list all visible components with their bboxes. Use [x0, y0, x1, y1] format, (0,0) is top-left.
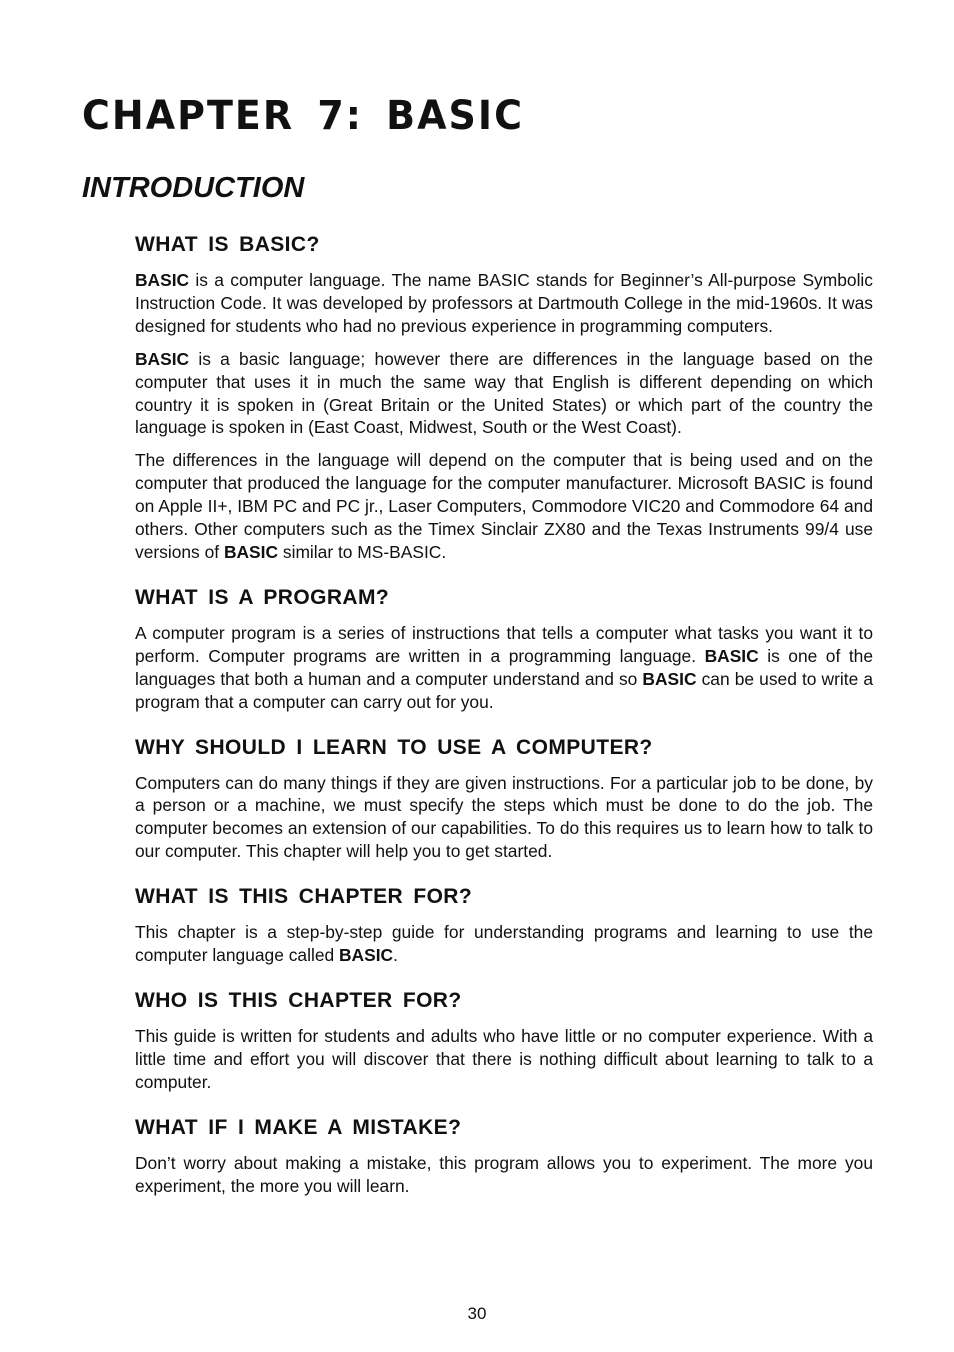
page-number: 30	[467, 1304, 487, 1323]
text-run: similar to MS-BASIC.	[278, 541, 447, 562]
section-heading: WHAT IF I MAKE A MISTAKE?	[135, 1115, 462, 1139]
section	[135, 988, 873, 1094]
body-paragraph	[135, 449, 873, 564]
text-run: .	[393, 945, 398, 966]
section	[135, 1115, 873, 1198]
text-run: This guide is written for students and adults who have little or no computer experience. With a little time and effort you will discover that there is nothing difficult about learning to talk to a computer.	[135, 1025, 873, 1092]
section-heading: WHAT IS BASIC?	[135, 233, 320, 256]
text-run: This chapter is a step-by-step guide for understanding programs and learning to use the computer language called	[135, 922, 873, 966]
text-run: is a computer language. The name BASIC stands for Beginner’s All-purpose Symbolic Instruction Code. It was developed by professors at Dartmouth College in the mid-1960s. It was designed for students who had no previous experience in programming computers.	[135, 270, 873, 336]
bold-term: BASIC	[223, 541, 279, 562]
body-paragraph	[135, 921, 873, 967]
section-heading: WHAT IS THIS CHAPTER FOR?	[135, 885, 473, 909]
section-heading: WHAT IS A PROGRAM?	[135, 585, 390, 609]
bold-term: BASIC	[339, 945, 394, 966]
section	[135, 232, 873, 564]
body-paragraph	[135, 1152, 873, 1198]
body-paragraph	[135, 348, 873, 440]
bold-term: BASIC	[135, 348, 190, 369]
section-heading: WHY SHOULD I LEARN TO USE A COMPUTER?	[135, 735, 653, 759]
body-paragraph	[135, 772, 873, 864]
introduction-heading: INTRODUCTION	[82, 172, 305, 204]
bold-term: BASIC	[704, 645, 759, 666]
body-paragraph	[135, 622, 873, 714]
text-run: Don’t worry about making a mistake, this program allows you to experiment. The more you experiment, the more you will learn.	[135, 1152, 873, 1196]
text-run: is a basic language; however there are differences in the language based on the computer that uses it in much the same way that English is different depending on which country it is spoken in (Great Britain or the United States) or which part of the country the language is spoken in (East Coast, Midwest, South or the West Coast).	[135, 348, 873, 438]
bold-term: BASIC	[642, 668, 697, 689]
text-run: A computer program is a series of instructions that tells a computer what tasks you want it to perform. Computer programs are written in a programming language.	[135, 622, 873, 666]
section	[135, 884, 873, 967]
body-paragraph	[135, 1025, 873, 1094]
chapter-title: CHAPTER 7: BASIC	[82, 92, 524, 139]
section-heading: WHO IS THIS CHAPTER FOR?	[135, 988, 462, 1012]
text-run: is one of the languages that both a human and a computer understand and so	[135, 645, 873, 689]
text-run: Computers can do many things if they are given instructions. For a particular job to be done, by a person or a machine, we must specify the steps which must be done to do the job. The computer becomes an extension of our capabilities. To do this requires us to learn how to talk to our computer. This chapter will help you to get started.	[135, 772, 873, 862]
text-run: The differences in the language will depend on the computer that is being used and on the computer that produced the language for the computer manufacturer. Microsoft BASIC is found on Apple II+, IBM PC and PC jr., Laser Computers, Commodore VIC20 and Commodore 64 and others. Other computers such as the Timex Sinclair ZX80 and the Texas Instruments 99/4 use versions of	[135, 450, 873, 562]
text-run: can be used to write a program that a computer can carry out for you.	[135, 668, 873, 712]
chapter-content	[135, 232, 873, 1207]
body-paragraph	[135, 269, 873, 338]
bold-term: BASIC	[135, 270, 190, 290]
section	[135, 735, 873, 864]
section	[135, 585, 873, 714]
